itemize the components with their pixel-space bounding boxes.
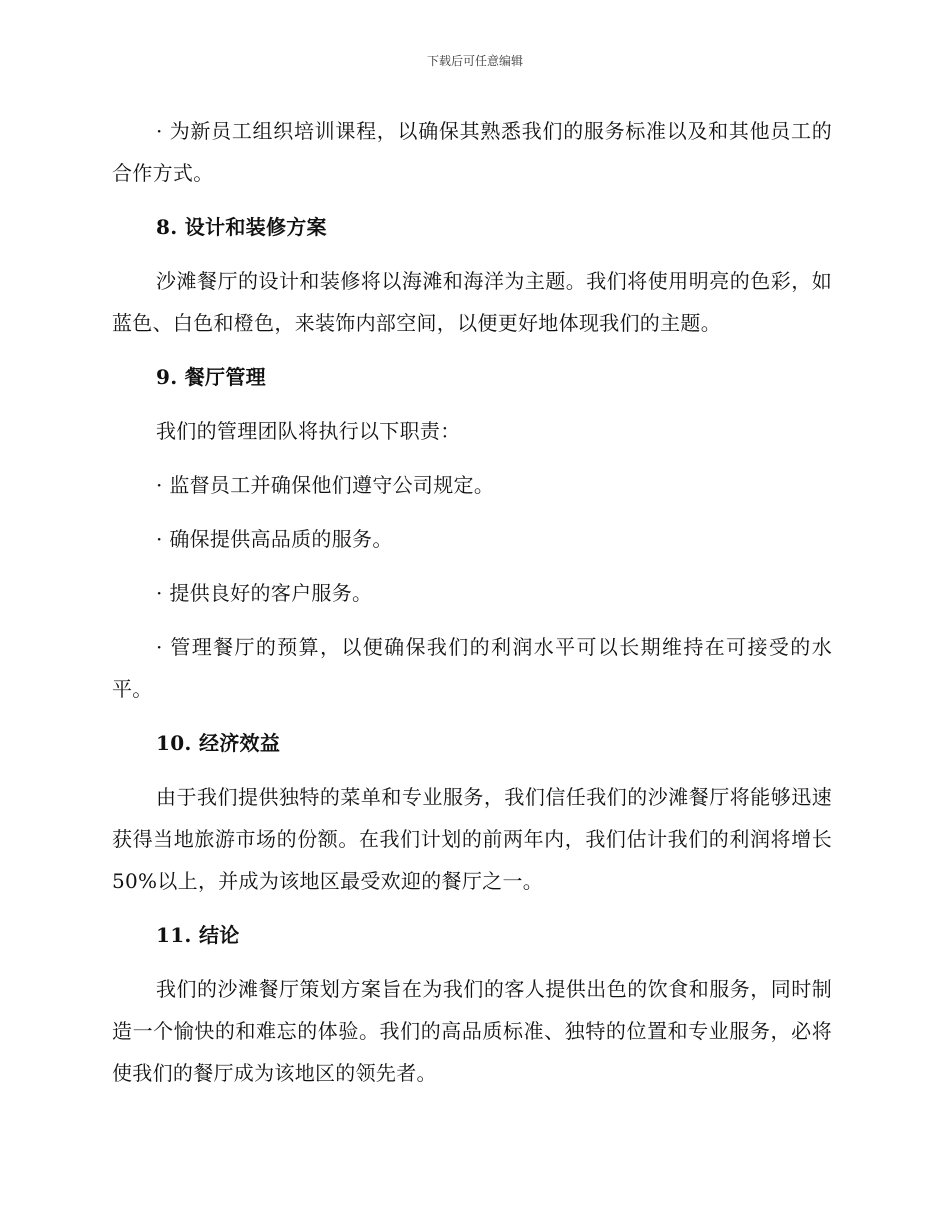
document-body — [112, 110, 832, 1106]
paragraph-design: 沙滩餐厅的设计和装修将以海滩和海洋为主题。我们将使用明亮的色彩，如蓝色、白色和橙色，来装饰内部空间，以便更好地体现我们的主题。 — [112, 269, 832, 335]
bullet-supervise-staff: · 监督员工并确保他们遵守公司规定。 — [156, 473, 495, 497]
bullet-manage-budget: · 管理餐厅的预算，以便确保我们的利润水平可以长期维持在可接受的水平。 — [112, 635, 832, 701]
paragraph-conclusion: 我们的沙滩餐厅策划方案旨在为我们的客人提供出色的饮食和服务，同时制造一个愉快的和难忘的体验。我们的高品质标准、独特的位置和专业服务，必将使我们的餐厅成为该地区的领先者。 — [112, 977, 832, 1085]
bullet-customer-service: · 提供良好的客户服务。 — [156, 581, 373, 605]
section-heading-management: 9. 餐厅管理 — [156, 365, 266, 389]
bullet-quality-service: · 确保提供高品质的服务。 — [156, 527, 393, 551]
page-header: 下载后可任意编辑 — [426, 54, 523, 68]
bullet-train-new-staff: · 为新员工组织培训课程，以确保其熟悉我们的服务标准以及和其他员工的合作方式。 — [112, 119, 832, 185]
paragraph-management-intro: 我们的管理团队将执行以下职责： — [156, 419, 461, 443]
section-heading-economics: 10. 经济效益 — [156, 731, 281, 755]
section-heading-design: 8. 设计和装修方案 — [156, 215, 327, 239]
paragraph-economics: 由于我们提供独特的菜单和专业服务，我们信任我们的沙滩餐厅将能够迅速获得当地旅游市场的份额。在我们计划的前两年内，我们估计我们的利润将增长 50%以上，并成为该地区最受欢迎的餐厅之一。 — [112, 785, 832, 893]
section-heading-conclusion: 11. 结论 — [156, 923, 240, 947]
